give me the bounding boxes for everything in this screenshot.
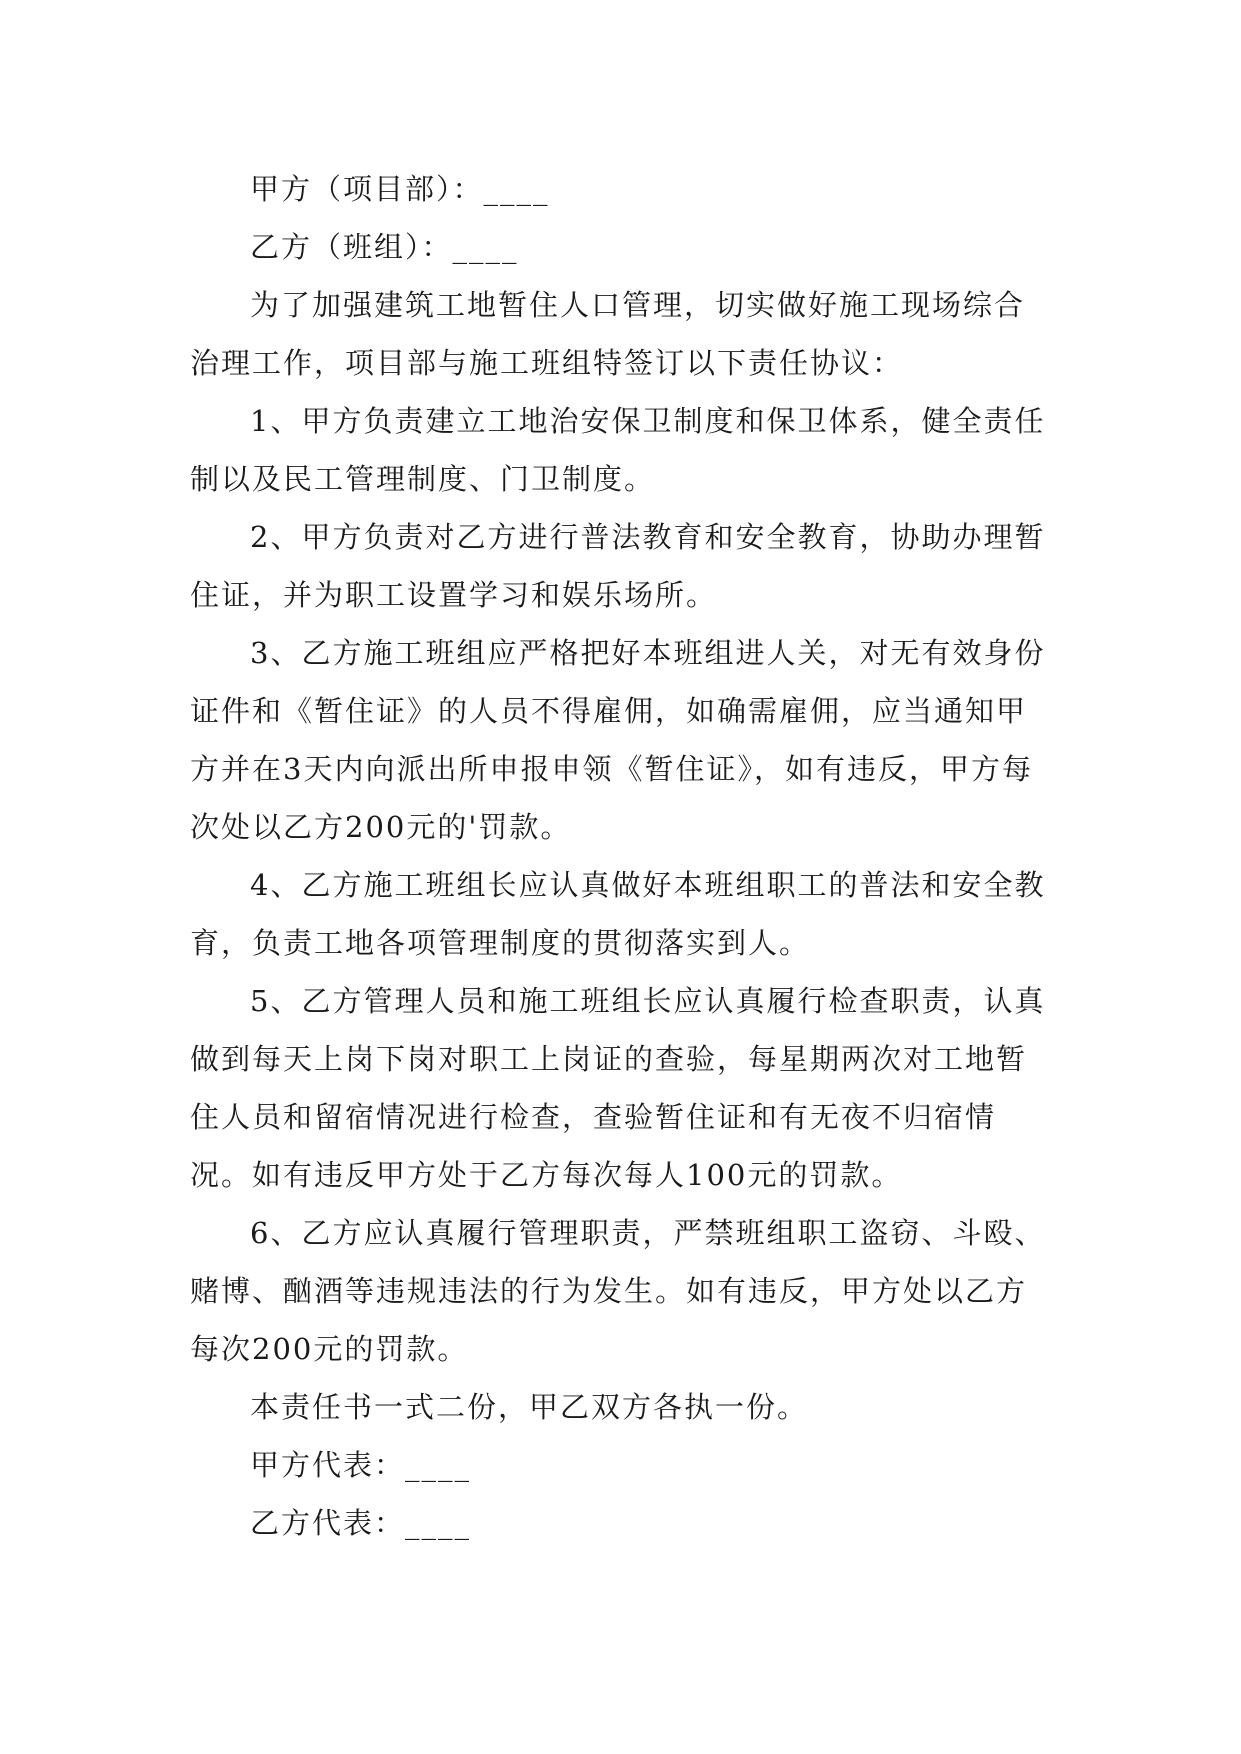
- clause-2: 2、甲方负责对乙方进行普法教育和安全教育，协助办理暂住证，并为职工设置学习和娱乐场所。: [190, 520, 1046, 612]
- rep-b-line: 乙方代表：____: [250, 1506, 472, 1540]
- copies-note: 本责任书一式二份，甲乙双方各执一份。: [250, 1390, 809, 1424]
- clause-1: 1、甲方负责建立工地治安保卫制度和保卫体系，健全责任制以及民工管理制度、门卫制度。: [190, 404, 1046, 496]
- clause-5: 5、乙方管理人员和施工班组长应认真履行检查职责，认真做到每天上岗下岗对职工上岗证的查验，每星期两次对工地暂住人员和留宿情况进行检查，查验暂住证和有无夜不归宿情况。如有违反甲方处于乙方每次每人100元的罚款。: [190, 984, 1046, 1192]
- clause-6: 6、乙方应认真履行管理职责，严禁班组职工盗窃、斗殴、赌博、酗酒等违规违法的行为发生。如有违反，甲方处以乙方每次200元的罚款。: [190, 1216, 1046, 1366]
- clause-3: 3、乙方施工班组应严格把好本班组进人关，对无有效身份证件和《暂住证》的人员不得雇佣，如确需雇佣，应当通知甲方并在3天内向派出所申报申领《暂住证》，如有违反，甲方每次处以乙方200元的'罚款。: [190, 636, 1046, 844]
- rep-a-line: 甲方代表：____: [250, 1448, 472, 1482]
- clause-4: 4、乙方施工班组长应认真做好本班组职工的普法和安全教育，负责工地各项管理制度的贯彻落实到人。: [190, 868, 1046, 960]
- party-a-line: 甲方（项目部）：____: [250, 172, 550, 206]
- party-b-line: 乙方（班组）：____: [250, 230, 519, 264]
- document-body: [190, 160, 1050, 1552]
- intro-paragraph: 为了加强建筑工地暂住人口管理，切实做好施工现场综合治理工作，项目部与施工班组特签订以下责任协议：: [190, 288, 1026, 380]
